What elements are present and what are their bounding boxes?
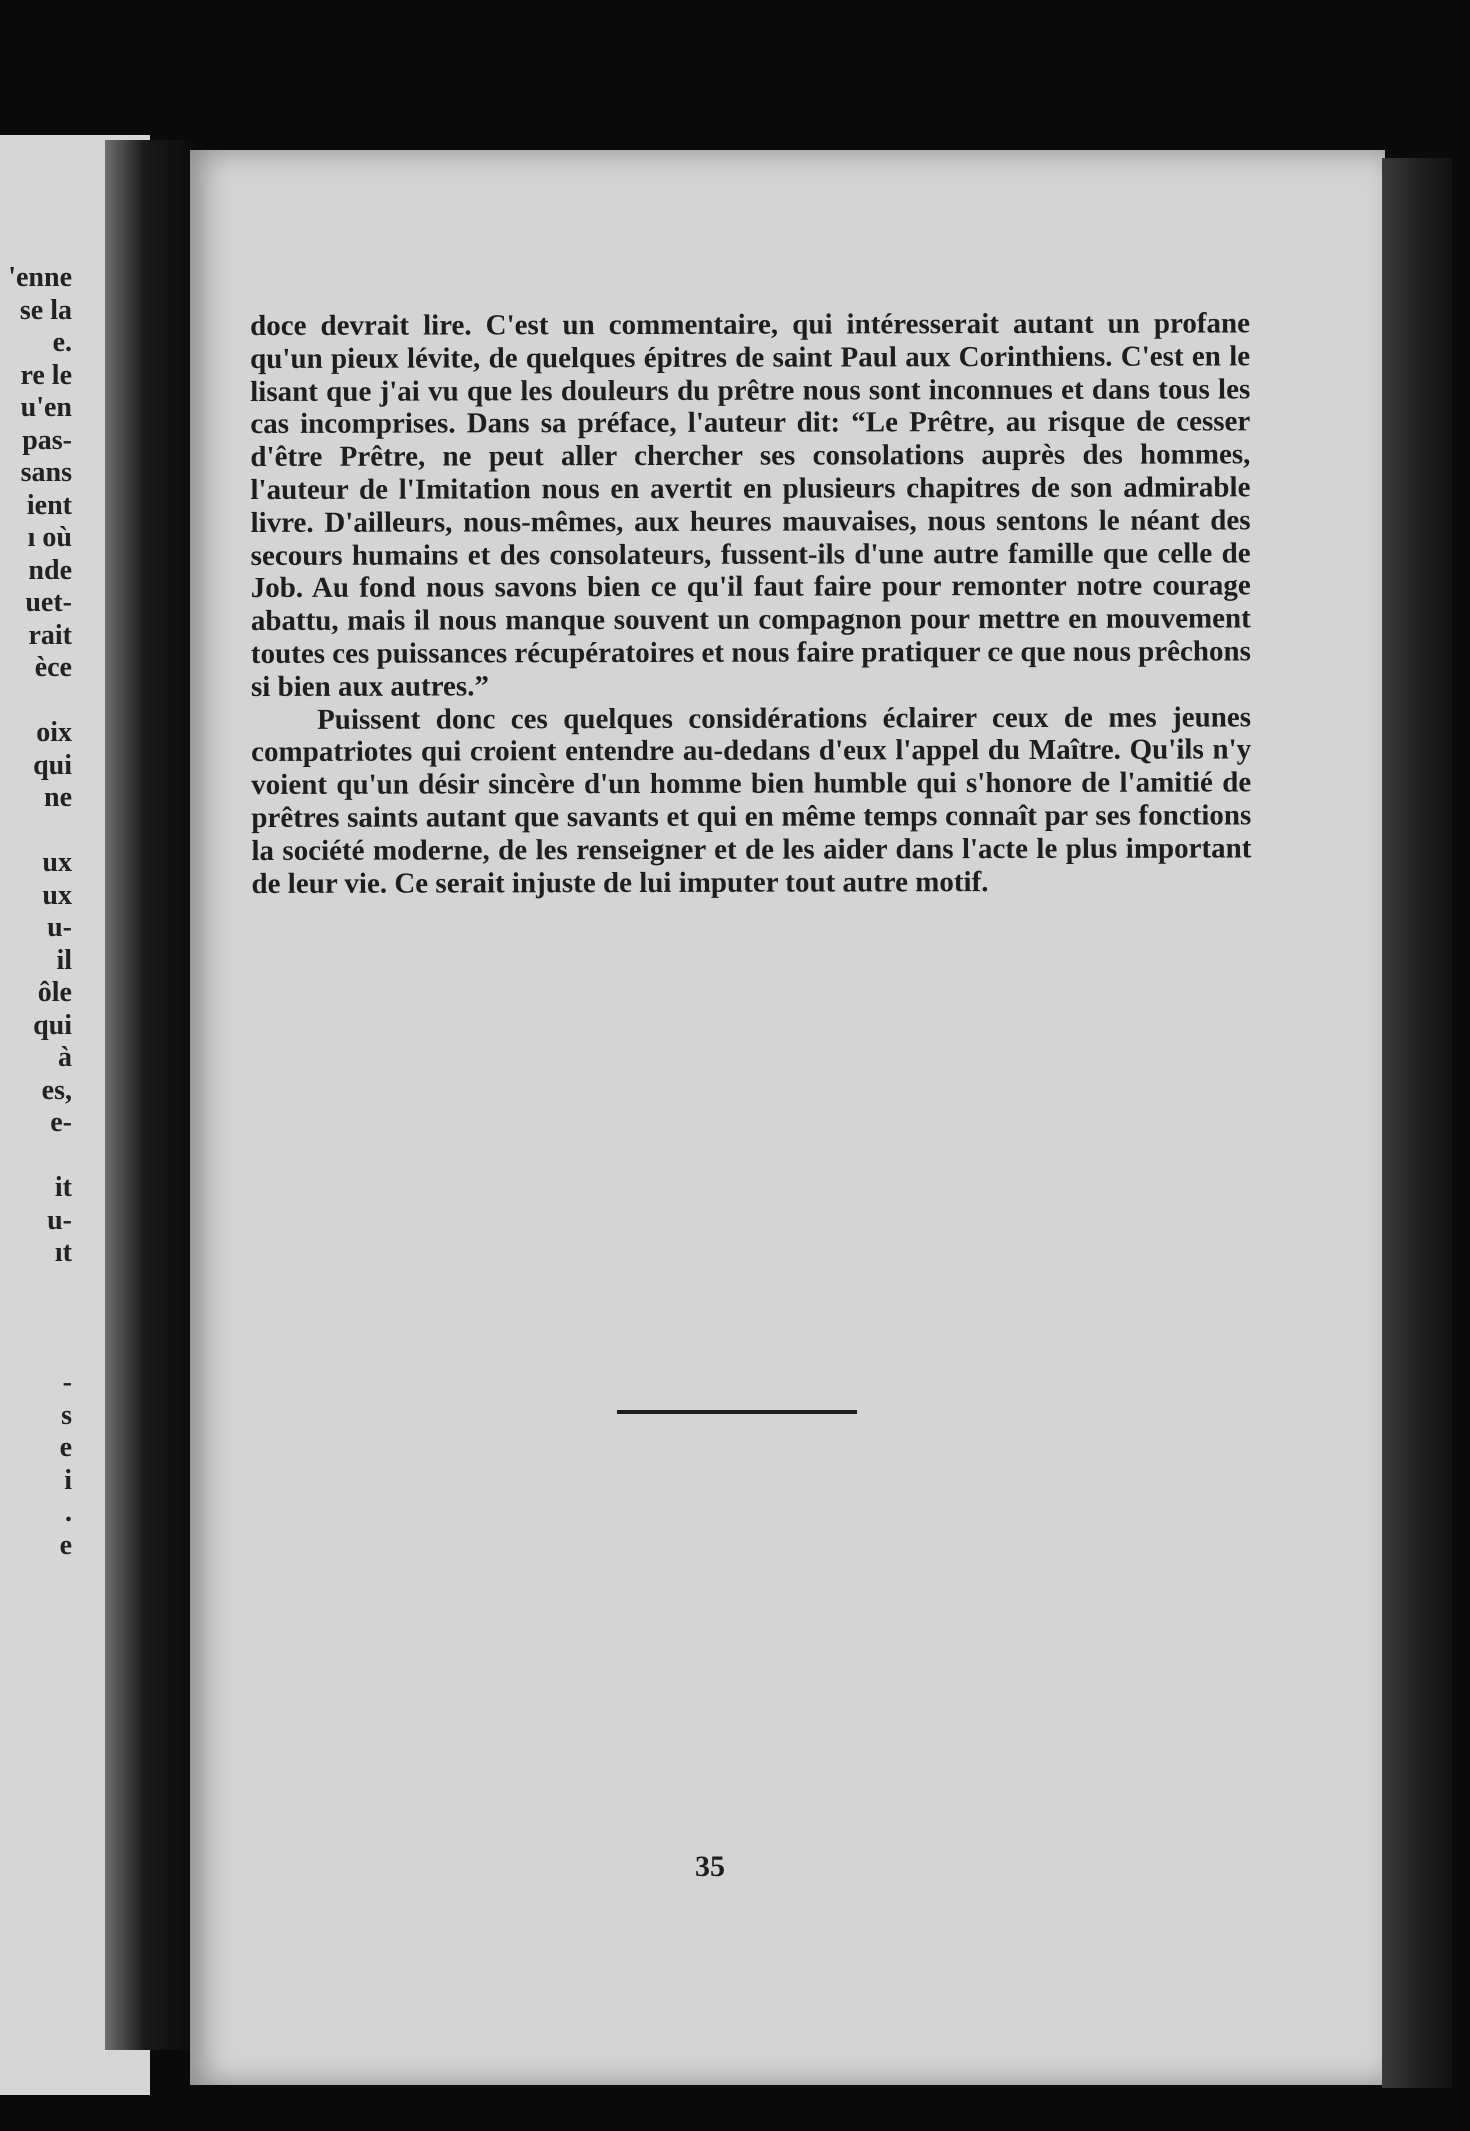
book-gutter [105, 140, 193, 2050]
left-fragment: uet- [25, 587, 72, 618]
section-divider-rule [617, 1410, 857, 1414]
left-fragment: e- [50, 1107, 72, 1138]
left-fragment: ôle [37, 977, 72, 1008]
left-fragment: re le [20, 359, 72, 391]
left-fragment: ıt [54, 1237, 72, 1268]
left-fragment [0, 1270, 72, 1303]
left-fragment: es, [41, 1074, 72, 1106]
left-fragment: u'en [20, 392, 72, 423]
left-fragment: ient [26, 489, 72, 521]
left-fragment: e. [52, 327, 72, 358]
page-number: 35 [695, 1850, 725, 1883]
paragraph: Puissent donc ces quelques considérations éclairer ceux de mes jeunes compatriotes qui croient entendre au-dedans d'eux l'appel du Maître. Qu'ils n'y voient qu'un désir sincère d'un homme bien humble qui s'honore de l'amitié de prêtres saints autant que savants et qui en même temps connaît par ses fonctions la société moderne, de les renseigner et de les aider dans l'acte le plus important de leur vie. Ce serait injuste de lui imputer tout autre motif. [251, 700, 1252, 900]
left-fragment: it [54, 1172, 72, 1203]
left-fragment: e [59, 1529, 72, 1561]
page-edge [1382, 158, 1452, 2088]
left-fragment: . [65, 1497, 72, 1528]
left-fragment: se la [19, 294, 72, 326]
left-fragment [0, 1335, 72, 1368]
left-fragment: rait [28, 619, 72, 651]
left-fragment: - [62, 1367, 72, 1398]
left-fragment: qui [33, 749, 72, 781]
left-fragment: ux [42, 847, 72, 878]
left-fragment: 'enne [8, 262, 72, 293]
left-fragment: u- [47, 912, 72, 943]
left-fragment: à [58, 1042, 72, 1073]
paragraph: doce devrait lire. C'est un commentaire, qui intéresserait autant un profane qu'un pieux lévite, de quelques épitres de saint Paul aux Corinthiens. C'est en le lisant que j'ai vu que les douleurs du prêtre nous sont inconnues et dans tous les cas incomprises. Dans sa préface, l'auteur dit: “Le Prêtre, au risque de cesser d'être Prêtre, ne peut aller chercher ses consolations auprès des hommes, l'auteur de l'Imitation nous en avertit en plusieurs chapitres de son admirable livre. D'ailleurs, nous-mêmes, aux heures mauvaises, nous sentons le néant des secours humains et des consolateurs, fussent-ils d'une autre famille que celle de Job. Au fond nous savons bien ce qu'il faut faire pour remonter notre courage abattu, mais il nous manque souvent un compagnon pour mettre en mouvement toutes ces puissances récupératoires et nous faire pratiquer ce que nous prêchons si bien aux autres.” [250, 307, 1251, 703]
left-fragment: u- [47, 1204, 72, 1236]
left-fragment: sans [20, 457, 72, 488]
left-fragment: nde [28, 554, 72, 586]
left-fragment [0, 815, 72, 848]
left-fragment: oix [36, 717, 72, 748]
left-fragment: qui [33, 1009, 72, 1041]
page-body-text [250, 307, 1252, 900]
left-fragment: s [61, 1399, 72, 1431]
left-fragment: ux [42, 879, 72, 911]
left-fragment: ı où [27, 522, 72, 553]
left-fragment: e [59, 1432, 72, 1463]
left-fragment: il [56, 944, 72, 976]
left-fragment: i [64, 1464, 72, 1496]
left-fragment: pas- [22, 424, 72, 456]
left-fragment [0, 1302, 72, 1335]
left-fragment: ne [44, 782, 72, 813]
left-fragment: èce [34, 652, 72, 683]
left-page-text-fragments [0, 262, 72, 1562]
left-fragment [0, 685, 72, 718]
left-fragment [0, 1140, 72, 1173]
